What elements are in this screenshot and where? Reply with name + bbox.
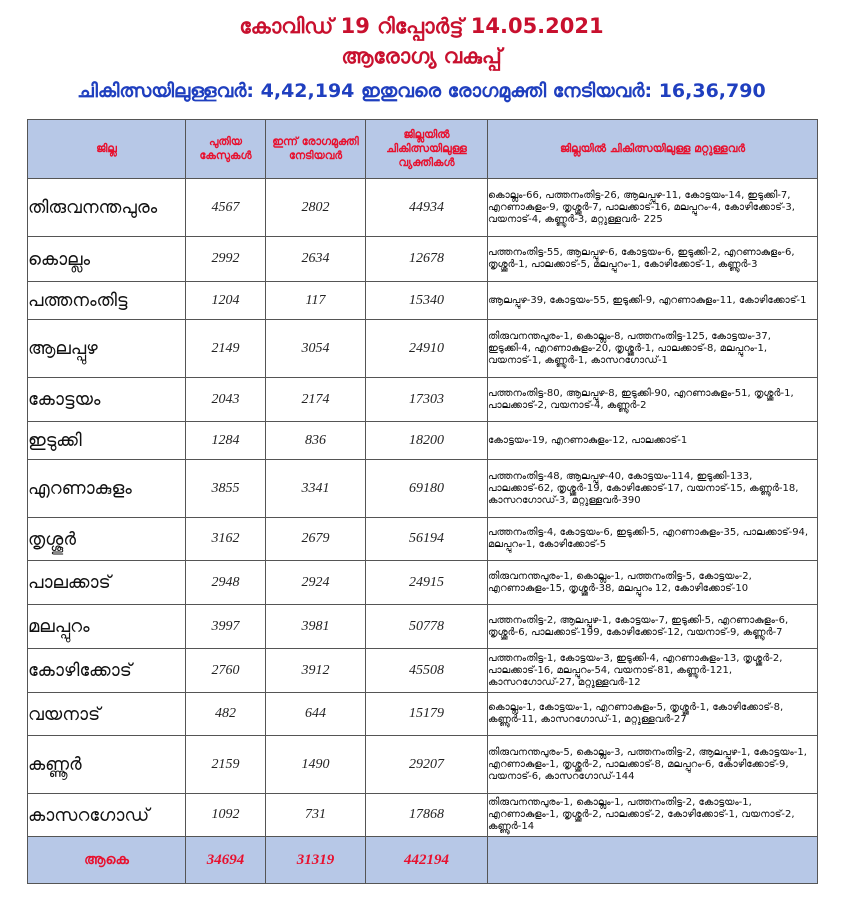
recovered-cell: 3341 [266, 460, 366, 518]
new-cases-cell: 3997 [186, 605, 266, 649]
new-cases-cell: 2159 [186, 736, 266, 794]
table-row [28, 736, 818, 794]
others-cell: തിരുവനന്തപുരം-1, കൊല്ലം-1, പത്തനംതിട്ട-5, കോട്ടയം-2, എറണാകുളം-15, തൃശ്ശൂർ-38, മലപ്പുറം 12, കോഴിക്കോട്-10 [488, 561, 818, 605]
recovered-cell: 2679 [266, 518, 366, 561]
table-row [28, 282, 818, 320]
district-cell: തൃശ്ശൂർ [28, 518, 186, 561]
table-row [28, 649, 818, 693]
recovered-cell: 1490 [266, 736, 366, 794]
table-row [28, 605, 818, 649]
others-cell: ആലപ്പുഴ-39, കോട്ടയം-55, ഇടുക്കി-9, എറണാകുളം-11, കോഴിക്കോട്-1 [488, 282, 818, 320]
table-row [28, 237, 818, 282]
active-cell: 12678 [366, 237, 488, 282]
active-cell: 50778 [366, 605, 488, 649]
district-cell: ഇടുക്കി [28, 422, 186, 460]
others-cell: തിരുവനന്തപുരം-1, കൊല്ലം-1, പത്തനംതിട്ട-2, കോട്ടയം-1, എറണാകുളം-1, തൃശ്ശൂർ-2, പാലക്കാട്-2, കോഴിക്കോട്-1, വയനാട്-2, കണ്ണൂർ-14 [488, 794, 818, 837]
district-cell: കൊല്ലം [28, 237, 186, 282]
total-recovered: 31319 [266, 837, 366, 884]
table-row [28, 693, 818, 736]
recovered-cell: 731 [266, 794, 366, 837]
new-cases-cell: 4567 [186, 179, 266, 237]
active-cell: 24915 [366, 561, 488, 605]
recovered-cell: 2174 [266, 378, 366, 422]
table-row [28, 460, 818, 518]
others-cell: പത്തനംതിട്ട-80, ആലപ്പുഴ-8, ഇടുക്കി-90, എറണാകുളം-51, തൃശ്ശൂർ-1, പാലക്കാട്-2, വയനാട്-4, കണ്ണൂർ-2 [488, 378, 818, 422]
others-cell: പത്തനംതിട്ട-48, ആലപ്പുഴ-40, കോട്ടയം-114, ഇടുക്കി-133, പാലക്കാട്-62, തൃശ്ശൂർ-19, കോഴിക്കോട്-17, വയനാട്-15, കണ്ണൂർ-18, കാസറഗോഡ്-3, മറ്റുള്ളവർ-390 [488, 460, 818, 518]
new-cases-cell: 1092 [186, 794, 266, 837]
new-cases-cell: 2149 [186, 320, 266, 378]
others-cell: തിരുവനന്തപുരം-5, കൊല്ലം-3, പത്തനംതിട്ട-2, ആലപ്പുഴ-1, കോട്ടയം-1, എറണാകുളം-1, തൃശ്ശൂർ-2, പാലക്കാട്-8, മലപ്പുറം-6, കോഴിക്കോട്-9, വയനാട്-6, കാസറഗോഡ്-144 [488, 736, 818, 794]
department-name: ആരോഗ്യ വകുപ്പ് [341, 44, 502, 68]
total-active: 442194 [366, 837, 488, 884]
active-cell: 18200 [366, 422, 488, 460]
column-header-district: ജില്ല [28, 120, 186, 179]
district-cell: ആലപ്പുഴ [28, 320, 186, 378]
column-header-active: ജില്ലയിൽ ചികിത്സയിലുള്ള വ്യക്തികൾ [366, 120, 488, 179]
district-cell: കോഴിക്കോട് [28, 649, 186, 693]
recovered-cell: 2802 [266, 179, 366, 237]
others-cell: പത്തനംതിട്ട-2, ആലപ്പുഴ-1, കോട്ടയം-7, ഇടുക്കി-5, എറണാകുളം-6, തൃശ്ശൂർ-6, പാലക്കാട്-199, കോഴിക്കോട്-12, വയനാട്-9, കണ്ണൂർ-7 [488, 605, 818, 649]
report-title: കോവിഡ് 19 റിപ്പോർട്ട് 14.05.2021 [239, 14, 604, 38]
others-cell: കൊല്ലം-66, പത്തനംതിട്ട-26, ആലപ്പുഴ-11, കോട്ടയം-14, ഇടുക്കി-7, എറണാകുളം-9, തൃശ്ശൂർ-7, പാലക്കാട്-16, മലപ്പുറം-4, കോഴിക്കോട്-3, വയനാട്-4, കണ്ണൂർ-3, മറ്റുള്ളവർ- 225 [488, 179, 818, 237]
new-cases-cell: 1204 [186, 282, 266, 320]
column-header-new-cases: പുതിയ കേസുകൾ [186, 120, 266, 179]
summary-line: ചികിത്സയിലുള്ളവർ: 4,42,194 ഇതുവരെ രോഗമുക്തി നേടിയവർ: 16,36,790 [77, 80, 766, 102]
recovered-cell: 2924 [266, 561, 366, 605]
recovered-cell: 3981 [266, 605, 366, 649]
active-cell: 44934 [366, 179, 488, 237]
recovered-cell: 3912 [266, 649, 366, 693]
column-header-others: ജില്ലയിൽ ചികിത്സയിലുള്ള മറ്റുള്ളവർ [488, 120, 818, 179]
district-cell: പാലക്കാട് [28, 561, 186, 605]
active-cell: 56194 [366, 518, 488, 561]
table-row [28, 518, 818, 561]
recovered-cell: 2634 [266, 237, 366, 282]
table-row [28, 179, 818, 237]
others-cell: പത്തനംതിട്ട-55, ആലപ്പുഴ-6, കോട്ടയം-6, ഇടുക്കി-2, എറണാകുളം-6, തൃശ്ശൂർ-1, പാലക്കാട്-5, മലപ്പുറം-1, കോഴിക്കോട്-1, കണ്ണൂർ-3 [488, 237, 818, 282]
new-cases-cell: 2043 [186, 378, 266, 422]
new-cases-cell: 3855 [186, 460, 266, 518]
new-cases-cell: 482 [186, 693, 266, 736]
new-cases-cell: 2948 [186, 561, 266, 605]
total-row [28, 837, 818, 884]
district-cell: എറണാകുളം [28, 460, 186, 518]
new-cases-cell: 2760 [186, 649, 266, 693]
covid-report-table [27, 119, 818, 884]
table-row [28, 794, 818, 837]
district-cell: കോട്ടയം [28, 378, 186, 422]
recovered-cell: 644 [266, 693, 366, 736]
district-cell: കണ്ണൂർ [28, 736, 186, 794]
active-cell: 17868 [366, 794, 488, 837]
new-cases-cell: 3162 [186, 518, 266, 561]
district-cell: തിരുവനന്തപുരം [28, 179, 186, 237]
others-cell: കോട്ടയം-19, എറണാകുളം-12, പാലക്കാട്-1 [488, 422, 818, 460]
table-row [28, 378, 818, 422]
active-cell: 17303 [366, 378, 488, 422]
column-header-recovered: ഇന്ന് രോഗമുക്തി നേടിയവർ [266, 120, 366, 179]
active-cell: 15179 [366, 693, 488, 736]
recovered-cell: 117 [266, 282, 366, 320]
total-label: ആകെ [28, 837, 186, 884]
district-cell: കാസറഗോഡ് [28, 794, 186, 837]
others-cell: പത്തനംതിട്ട-4, കോട്ടയം-6, ഇടുക്കി-5, എറണാകുളം-35, പാലക്കാട്-94, മലപ്പുറം-1, കോഴിക്കോട്-5 [488, 518, 818, 561]
recovered-cell: 3054 [266, 320, 366, 378]
active-cell: 29207 [366, 736, 488, 794]
new-cases-cell: 1284 [186, 422, 266, 460]
table-row [28, 561, 818, 605]
active-cell: 15340 [366, 282, 488, 320]
recovered-cell: 836 [266, 422, 366, 460]
others-cell: പത്തനംതിട്ട-1, കോട്ടയം-3, ഇടുക്കി-4, എറണാകുളം-13, തൃശ്ശൂർ-2, പാലക്കാട്-16, മലപ്പുറം-54, വയനാട്-81, കണ്ണൂർ-121, കാസറഗോഡ്-27, മറ്റുള്ളവർ-12 [488, 649, 818, 693]
others-cell: തിരുവനന്തപുരം-1, കൊല്ലം-8, പത്തനംതിട്ട-125, കോട്ടയം-37, ഇടുക്കി-4, എറണാകുളം-20, തൃശ്ശൂർ-1, പാലക്കാട്-8, മലപ്പുറം-1, വയനാട്-1, കണ്ണൂർ-1, കാസറഗോഡ്-1 [488, 320, 818, 378]
table-header-row [28, 120, 818, 179]
active-cell: 45508 [366, 649, 488, 693]
active-cell: 69180 [366, 460, 488, 518]
district-cell: പത്തനംതിട്ട [28, 282, 186, 320]
table-row [28, 320, 818, 378]
total-new-cases: 34694 [186, 837, 266, 884]
new-cases-cell: 2992 [186, 237, 266, 282]
table-row [28, 422, 818, 460]
table-body [28, 179, 818, 837]
district-cell: മലപ്പുറം [28, 605, 186, 649]
others-cell: കൊല്ലം-1, കോട്ടയം-1, എറണാകുളം-5, തൃശ്ശൂർ-1, കോഴിക്കോട്-8, കണ്ണൂർ-11, കാസറഗോഡ്-1, മറ്റുള്ളവർ-27 [488, 693, 818, 736]
active-cell: 24910 [366, 320, 488, 378]
district-cell: വയനാട് [28, 693, 186, 736]
total-others [488, 837, 818, 884]
